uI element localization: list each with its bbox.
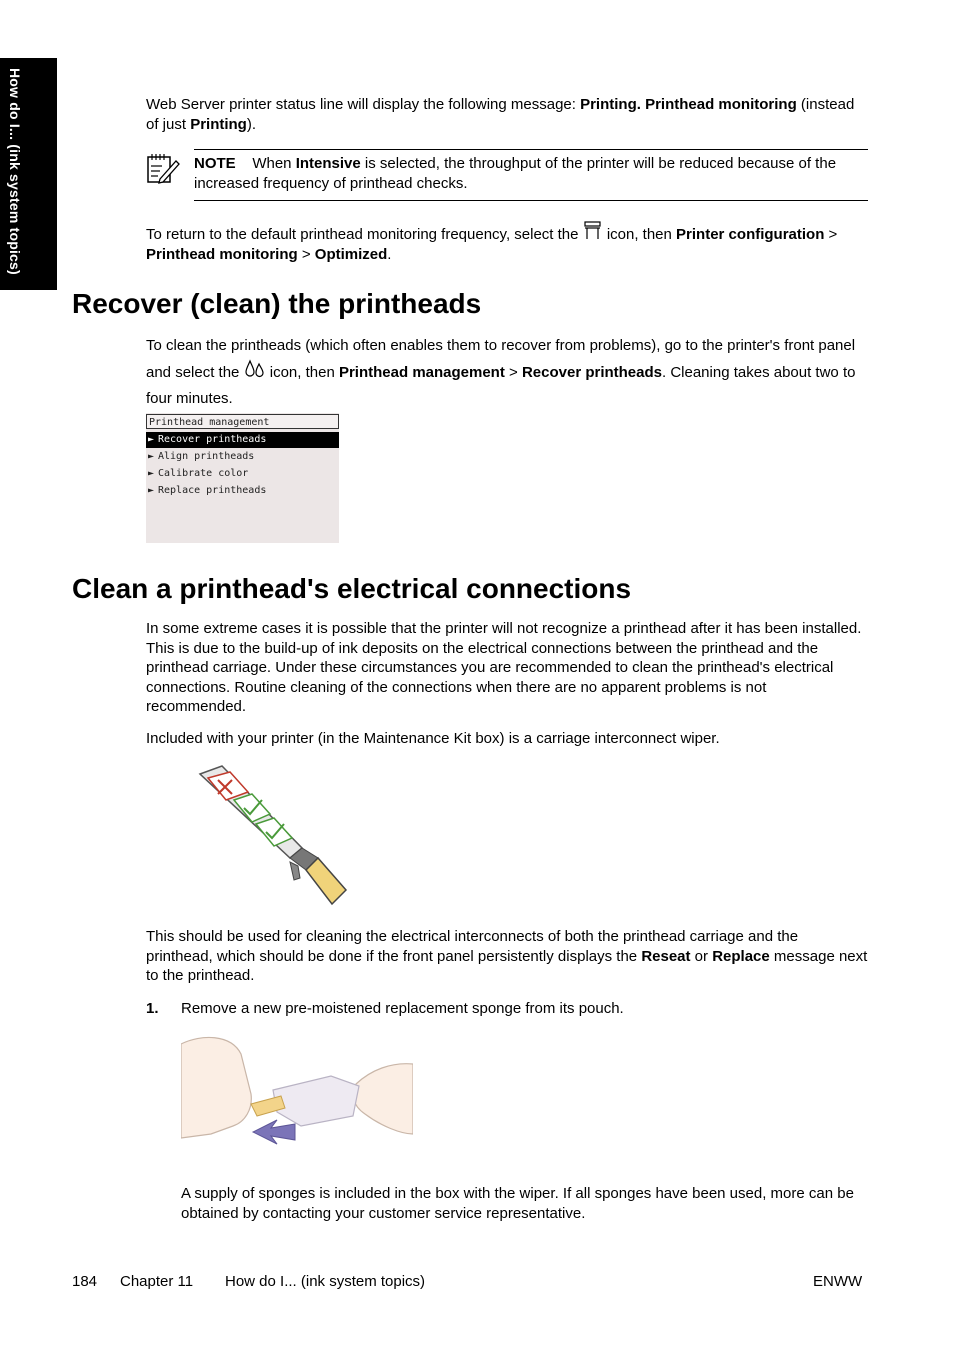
clean-paragraph-1: In some extreme cases it is possible that the printer will not recognize a printhead after it has been installed. This is due to the build-up of ink deposits on the electrical connections between the printhead and the printhead carriage. Under these circumstances you are recommended to clean the printhead's electrical connections. Routine cleaning of the connections when there are no apparent problems is not recommended. (146, 620, 862, 715)
sponge-pouch-illustration (181, 1034, 413, 1162)
ink-drops-icon (244, 359, 266, 379)
clean-paragraph-2: Included with your printer (in the Maintenance Kit box) is a carriage interconnect wiper. (146, 730, 720, 747)
section-heading-recover: Recover (clean) the printheads (72, 288, 482, 319)
front-panel-menu-display (146, 413, 339, 543)
step-1-number: 1. (146, 1000, 159, 1017)
note-bottom-rule (194, 200, 868, 201)
footer-page-number: 184 (72, 1273, 98, 1290)
lcd-menu-item-calibrate: ► Calibrate color (148, 468, 249, 479)
note-box (146, 149, 868, 201)
step-1-followup: A supply of sponges is included in the box with the wiper. If all sponges have been used, more can be obtained by contacting your customer service representative. (181, 1185, 854, 1222)
carriage-interconnect-wiper-illustration (190, 762, 355, 910)
intro-paragraph: Web Server printer status line will display the following message: Printing. Printhead monitoring (instead of just Printing). (146, 96, 855, 133)
footer-chapter: Chapter 11 (120, 1273, 194, 1290)
footer-locale: ENWW (813, 1273, 863, 1290)
clean-paragraph-3: This should be used for cleaning the electrical interconnects of both the printhead carriage and the printhead, which should be done if the front panel persistently displays the Reseat or Replace message next to the printhead. (146, 928, 868, 984)
return-paragraph: To return to the default printhead monitoring frequency, select the icon, then Printer configuration > Printhead monitoring > Optimized. (146, 221, 868, 264)
side-chapter-tab (0, 58, 57, 290)
lcd-menu-item-align: ► Align printheads (148, 451, 255, 462)
note-pencil-icon (146, 152, 180, 184)
note-text: NOTE When Intensive is selected, the throughput of the printer will be reduced because of the increased frequency of printhead checks. (194, 155, 837, 192)
side-tab-label: How do I... (ink system topics) (7, 68, 23, 275)
recover-paragraph: To clean the printheads (which often enables them to recover from problems), go to the printer's front panel and select the icon, then Printhead management > Recover printheads. Cleaning takes about two to four minutes. (146, 337, 856, 407)
note-top-rule (194, 149, 868, 150)
lcd-menu-item-replace: ► Replace printheads (148, 485, 267, 496)
lcd-menu-title: Printhead management (146, 414, 339, 429)
section-heading-clean: Clean a printhead's electrical connections (72, 573, 632, 604)
printer-config-icon (583, 221, 603, 241)
lcd-menu-item-recover: ► Recover printheads (146, 432, 339, 448)
step-1-text: Remove a new pre-moistened replacement sponge from its pouch. (181, 1000, 624, 1017)
footer-chapter-title: How do I... (ink system topics) (225, 1273, 426, 1290)
